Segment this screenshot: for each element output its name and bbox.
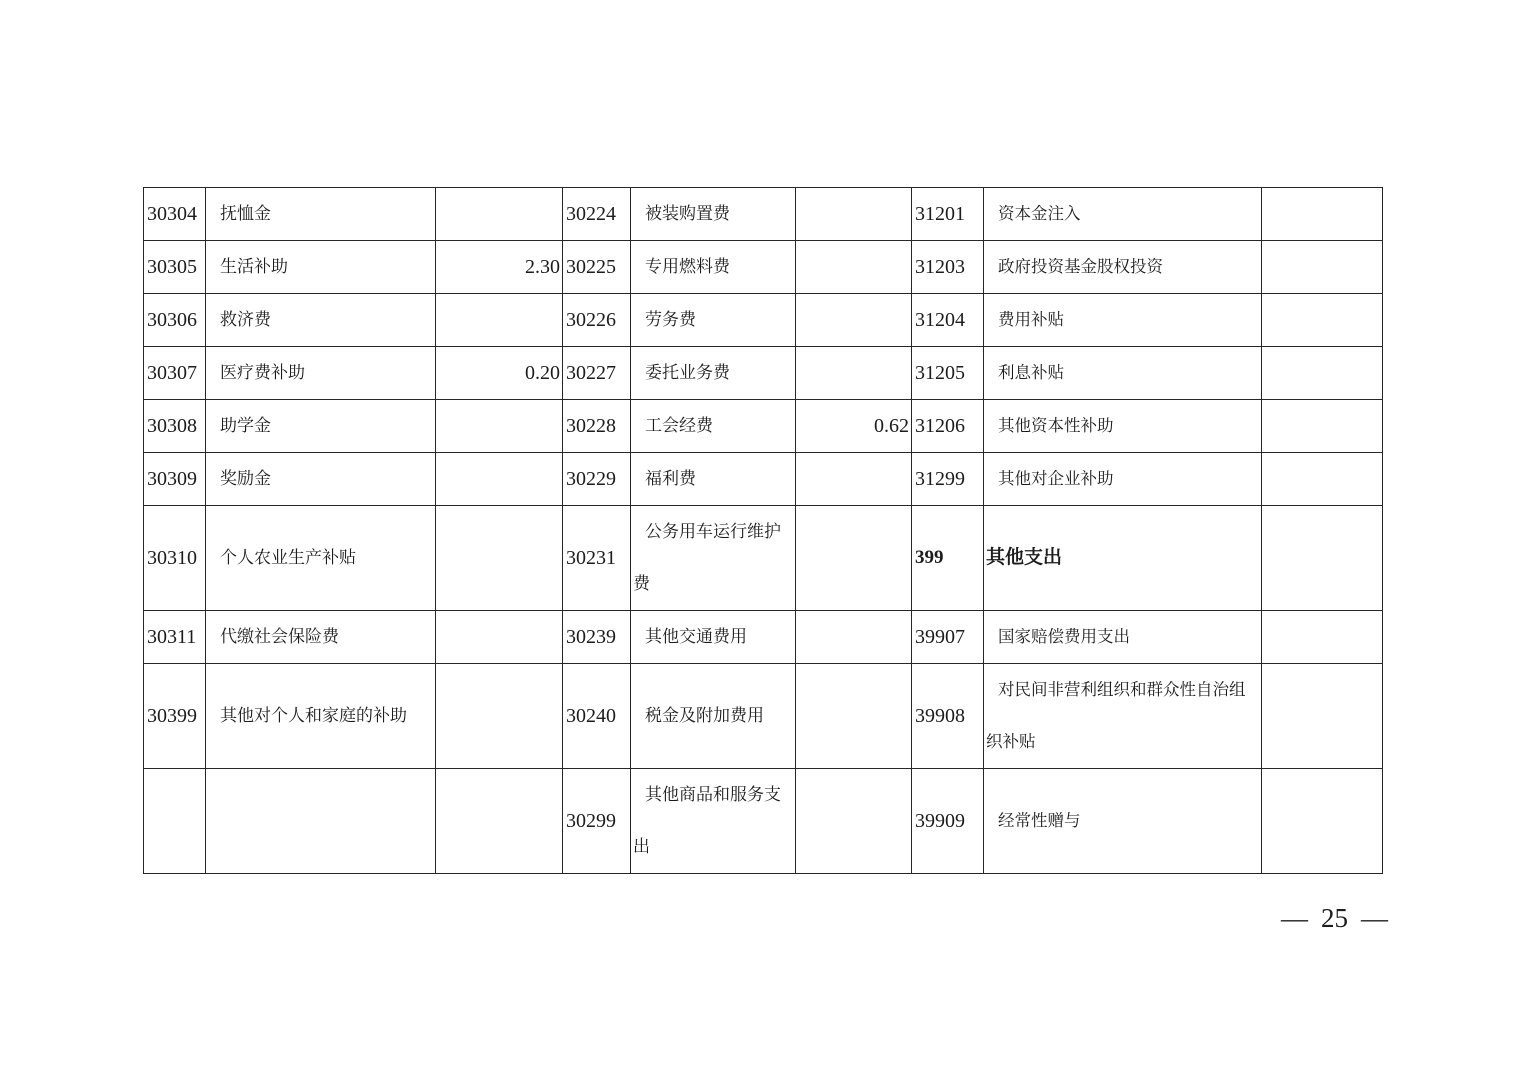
code-cell: 30228 — [563, 400, 631, 453]
name-cell: 救济费 — [206, 294, 436, 347]
code-cell: 30227 — [563, 347, 631, 400]
code-cell: 30309 — [144, 453, 206, 506]
value-cell — [436, 664, 563, 769]
name-cell: 其他资本性补助 — [984, 400, 1262, 453]
code-cell: 31206 — [912, 400, 984, 453]
name-cell: 奖励金 — [206, 453, 436, 506]
code-cell: 30399 — [144, 664, 206, 769]
value-cell — [796, 188, 912, 241]
code-cell: 31203 — [912, 241, 984, 294]
table-row — [144, 506, 1383, 611]
footer-dash-left: — — [1281, 903, 1308, 933]
page-footer — [1281, 903, 1388, 934]
value-cell — [796, 241, 912, 294]
name-cell: 其他对个人和家庭的补助 — [206, 664, 436, 769]
table-row — [144, 188, 1383, 241]
name-cell: 税金及附加费用 — [631, 664, 796, 769]
name-cell: 利息补贴 — [984, 347, 1262, 400]
code-cell: 31201 — [912, 188, 984, 241]
code-cell: 30311 — [144, 611, 206, 664]
footer-dash-right: — — [1361, 903, 1388, 933]
code-cell: 30306 — [144, 294, 206, 347]
value-cell — [796, 664, 912, 769]
value-cell — [1262, 664, 1383, 769]
value-cell — [436, 453, 563, 506]
code-cell: 31204 — [912, 294, 984, 347]
code-cell: 30310 — [144, 506, 206, 611]
code-cell: 30304 — [144, 188, 206, 241]
table-row — [144, 611, 1383, 664]
budget-table — [143, 187, 1383, 874]
value-cell — [796, 769, 912, 874]
name-cell: 资本金注入 — [984, 188, 1262, 241]
table-row — [144, 294, 1383, 347]
name-cell — [206, 769, 436, 874]
value-cell — [796, 347, 912, 400]
code-cell: 30307 — [144, 347, 206, 400]
value-cell — [1262, 611, 1383, 664]
name-cell: 其他商品和服务支出 — [631, 769, 796, 874]
name-cell: 对民间非营利组织和群众性自治组织补贴 — [984, 664, 1262, 769]
table-row — [144, 769, 1383, 874]
value-cell — [436, 294, 563, 347]
code-cell: 30299 — [563, 769, 631, 874]
section-name-cell: 其他支出 — [984, 506, 1262, 611]
code-cell: 30239 — [563, 611, 631, 664]
code-cell — [144, 769, 206, 874]
name-cell: 被装购置费 — [631, 188, 796, 241]
value-cell — [796, 611, 912, 664]
value-cell — [1262, 188, 1383, 241]
name-cell: 政府投资基金股权投资 — [984, 241, 1262, 294]
name-cell: 公务用车运行维护费 — [631, 506, 796, 611]
value-cell — [436, 506, 563, 611]
code-cell: 39908 — [912, 664, 984, 769]
name-cell: 专用燃料费 — [631, 241, 796, 294]
code-cell: 30226 — [563, 294, 631, 347]
code-cell: 30229 — [563, 453, 631, 506]
code-cell: 30231 — [563, 506, 631, 611]
value-cell — [436, 611, 563, 664]
code-cell: 30225 — [563, 241, 631, 294]
name-cell: 工会经费 — [631, 400, 796, 453]
section-code-cell: 399 — [912, 506, 984, 611]
value-cell — [796, 453, 912, 506]
table-row — [144, 453, 1383, 506]
table-row — [144, 664, 1383, 769]
code-cell: 30240 — [563, 664, 631, 769]
value-cell — [1262, 506, 1383, 611]
name-cell: 其他交通费用 — [631, 611, 796, 664]
value-cell — [436, 400, 563, 453]
table-row — [144, 241, 1383, 294]
value-cell — [1262, 453, 1383, 506]
page-number: 25 — [1321, 903, 1348, 933]
name-cell: 个人农业生产补贴 — [206, 506, 436, 611]
value-cell — [436, 188, 563, 241]
value-cell: 0.20 — [436, 347, 563, 400]
value-cell — [1262, 400, 1383, 453]
code-cell: 31205 — [912, 347, 984, 400]
value-cell: 2.30 — [436, 241, 563, 294]
value-cell — [796, 294, 912, 347]
name-cell: 助学金 — [206, 400, 436, 453]
code-cell: 30224 — [563, 188, 631, 241]
value-cell — [1262, 241, 1383, 294]
name-cell: 生活补助 — [206, 241, 436, 294]
name-cell: 委托业务费 — [631, 347, 796, 400]
code-cell: 39907 — [912, 611, 984, 664]
code-cell: 30308 — [144, 400, 206, 453]
name-cell: 其他对企业补助 — [984, 453, 1262, 506]
value-cell — [436, 769, 563, 874]
name-cell: 经常性赠与 — [984, 769, 1262, 874]
name-cell: 福利费 — [631, 453, 796, 506]
value-cell — [796, 506, 912, 611]
value-cell: 0.62 — [796, 400, 912, 453]
code-cell: 39909 — [912, 769, 984, 874]
value-cell — [1262, 769, 1383, 874]
name-cell: 费用补贴 — [984, 294, 1262, 347]
table-row — [144, 347, 1383, 400]
name-cell: 国家赔偿费用支出 — [984, 611, 1262, 664]
name-cell: 医疗费补助 — [206, 347, 436, 400]
name-cell: 抚恤金 — [206, 188, 436, 241]
code-cell: 30305 — [144, 241, 206, 294]
name-cell: 劳务费 — [631, 294, 796, 347]
table-row — [144, 400, 1383, 453]
value-cell — [1262, 294, 1383, 347]
value-cell — [1262, 347, 1383, 400]
code-cell: 31299 — [912, 453, 984, 506]
name-cell: 代缴社会保险费 — [206, 611, 436, 664]
